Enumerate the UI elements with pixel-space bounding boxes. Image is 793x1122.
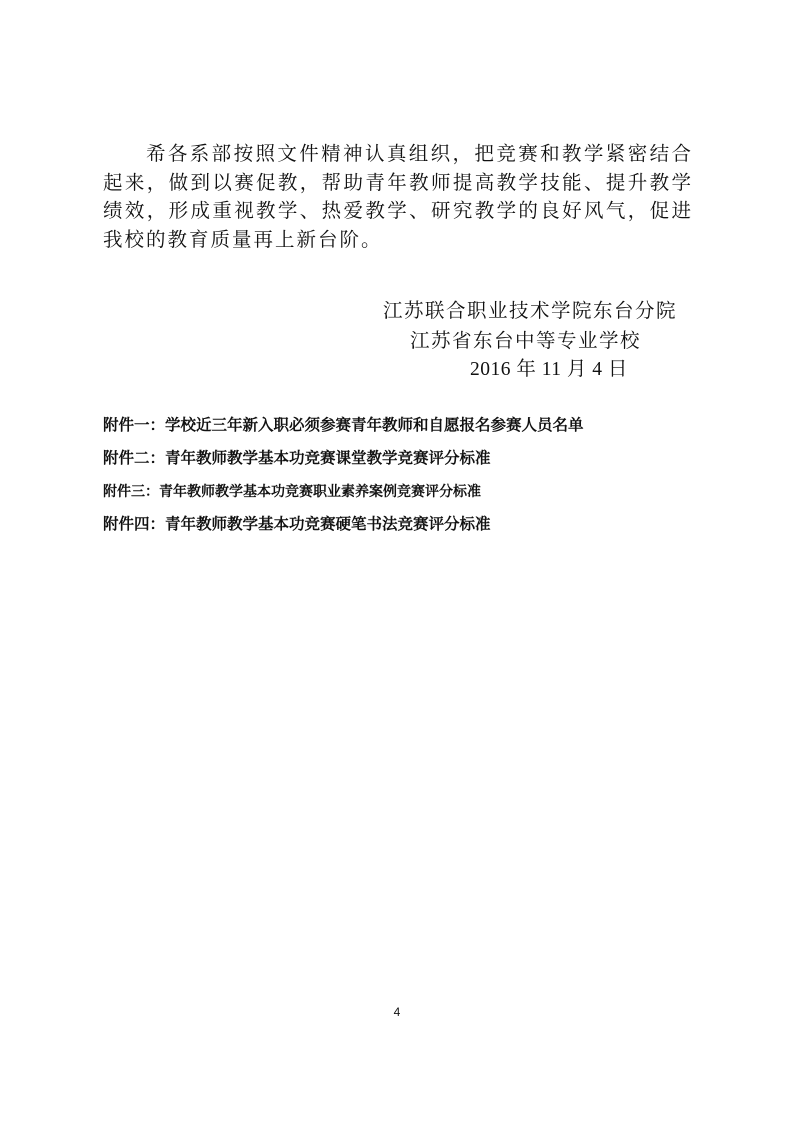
signature-date: 2016 年 11 月 4 日 xyxy=(470,359,628,380)
signature-org-line-1: 江苏联合职业技术学院东台分院 xyxy=(383,299,678,322)
attachment-2: 附件二：青年教师教学基本功竞赛课堂教学竞赛评分标准 xyxy=(103,449,491,467)
page-number: 4 xyxy=(393,1005,401,1019)
body-paragraph: 希各系部按照文件精神认真组织，把竞赛和教学紧密结合起来，做到以赛促教，帮助青年教师提高教学技能、提升教学绩效，形成重视教学、热爱教学、研究教学的良好风气，促进我校的教育质量再上新台阶。 xyxy=(103,142,693,251)
signature-org-line-2: 江苏省东台中等专业学校 xyxy=(410,329,642,352)
attachment-3: 附件三：青年教师教学基本功竞赛职业素养案例竞赛评分标准 xyxy=(103,484,481,500)
attachment-4: 附件四：青年教师教学基本功竞赛硬笔书法竞赛评分标准 xyxy=(103,515,491,533)
attachment-1: 附件一：学校近三年新入职必须参赛青年教师和自愿报名参赛人员名单 xyxy=(103,416,584,434)
